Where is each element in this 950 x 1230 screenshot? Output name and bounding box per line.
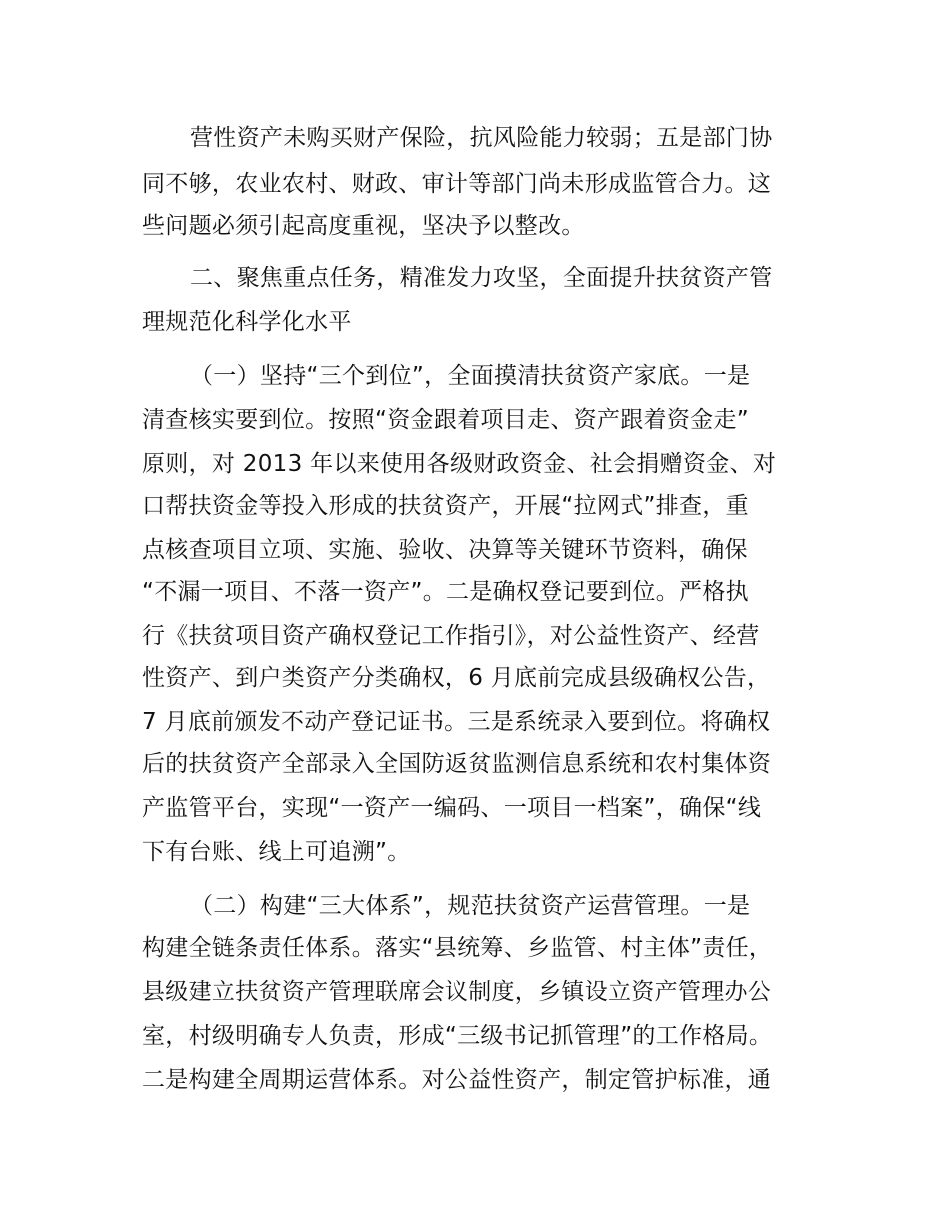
text-line: 行《扶贫项目资产确权登记工作指引》，对公益性资产、经营 xyxy=(142,623,760,649)
text-line: （一）坚持“三个到位”，全面摸清扶贫资产家底。一是 xyxy=(190,363,751,389)
text-line: “不漏一项目、不落一资产”。二是确权登记要到位。严格执 xyxy=(142,579,749,605)
text-line: 性资产、到户类资产分类确权，6 月底前完成县级确权公告， xyxy=(142,665,771,691)
text-line: 同不够，农业农村、财政、审计等部门尚未形成监管合力。这 xyxy=(142,171,772,197)
section-heading-line: 理规范化科学化水平 xyxy=(142,309,352,335)
text-line: 些问题必须引起高度重视，坚决予以整改。 xyxy=(142,213,585,239)
text-line: 产监管平台，实现“一资产一编码、一项目一档案”，确保“线 xyxy=(142,795,762,821)
section-heading-line: 二、聚焦重点任务，精准发力攻坚，全面提升扶贫资产管 xyxy=(190,265,773,291)
text-line: 后的扶贫资产全部录入全国防返贫监测信息系统和农村集体资 xyxy=(142,751,772,777)
text-line: 口帮扶资金等投入形成的扶贫资产，开展“拉网式”排查，重 xyxy=(142,493,749,519)
text-line: 室，村级明确专人负责，形成“三级书记抓管理”的工作格局。 xyxy=(142,1023,773,1049)
text-line: 7 月底前颁发不动产登记证书。三是系统录入要到位。将确权 xyxy=(142,709,771,735)
text-line: 下有台账、线上可追溯”。 xyxy=(142,839,411,865)
text-line: 营性资产未购买财产保险，抗风险能力较弱；五是部门协 xyxy=(190,125,773,151)
text-line: 原则，对 2013 年以来使用各级财政资金、社会捐赠资金、对 xyxy=(142,451,777,477)
text-line: 点核查项目立项、实施、验收、决算等关键环节资料，确保 xyxy=(142,537,748,563)
text-line: 二是构建全周期运营体系。对公益性资产，制定管护标准，通 xyxy=(142,1067,772,1093)
text-line: 清查核实要到位。按照“资金跟着项目走、资产跟着资金走” xyxy=(142,407,749,433)
text-line: 县级建立扶贫资产管理联席会议制度，乡镇设立资产管理办公 xyxy=(142,979,772,1005)
text-line: 构建全链条责任体系。落实“县统筹、乡监管、村主体”责任， xyxy=(142,935,773,961)
text-line: （二）构建“三大体系”，规范扶贫资产运营管理。一是 xyxy=(190,893,751,919)
